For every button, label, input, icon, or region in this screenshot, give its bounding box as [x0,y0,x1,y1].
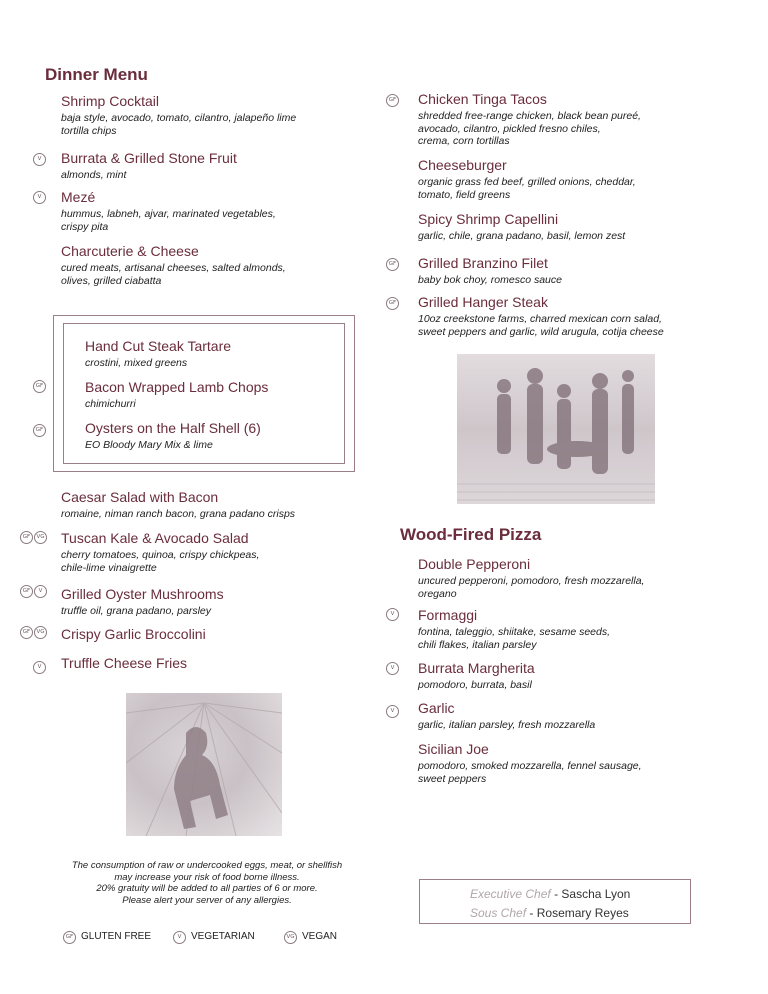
vegan-icon: VG [34,531,47,544]
item-desc: cured meats, artisanal cheeses, salted almonds, [61,262,286,274]
menu-item [418,700,595,732]
gluten-free-icon: GF [33,424,46,437]
vintage-engraving [457,354,655,504]
item-desc: pomodoro, smoked mozzarella, fennel sausage, [418,760,642,772]
item-desc: crostini, mixed greens [85,357,188,369]
item-desc: organic grass fed beef, grilled onions, cheddar, [418,176,636,188]
gluten-free-icon: GF [386,297,399,310]
menu-item [418,741,642,785]
menu-item [85,379,268,411]
footnote-line: 20% gratuity will be added to all parties of 6 or more. [96,883,318,894]
item-name: Caesar Salad with Bacon [61,489,219,505]
item-desc: 10oz creekstone farms, charred mexican corn salad, [418,313,662,325]
vegetarian-icon: V [386,608,399,621]
executive-chef-name: Sascha Lyon [561,887,631,901]
item-name: Bacon Wrapped Lamb Chops [85,379,269,395]
gluten-free-icon: GF [33,380,46,393]
executive-chef-role: Executive Chef [470,887,551,901]
vegetarian-icon: V [386,705,399,718]
item-desc: tomato, field greens [418,188,511,201]
item-desc: almonds, mint [61,169,127,181]
gluten-free-icon: GF [386,94,399,107]
chef-credits-box [419,879,691,924]
vegetarian-icon: V [33,153,46,166]
item-name: Tuscan Kale & Avocado Salad [61,530,249,546]
menu-item [61,655,187,672]
health-footnote [52,860,362,906]
item-desc: EO Bloody Mary Mix & lime [85,439,213,451]
item-desc: sweet peppers and garlic, wild arugula, cotija cheese [418,325,664,338]
vegetarian-icon: V [173,931,186,944]
menu-item [85,338,231,370]
menu-item [61,489,295,521]
item-desc: fontina, taleggio, shiitake, sesame seeds, [418,626,611,638]
menu-item [61,626,206,643]
item-desc: chile-lime vinaigrette [61,561,157,574]
vegan-icon: VG [284,931,297,944]
legend-vegetarian: VEGETARIAN [191,931,255,942]
item-desc: truffle oil, grana padano, parsley [61,605,212,617]
menu-item [418,255,562,287]
sous-chef-name: Rosemary Reyes [536,906,629,920]
item-name: Shrimp Cocktail [61,93,160,109]
item-name: Cheeseburger [418,157,507,173]
menu-item [61,150,237,182]
legend-gluten-free: GLUTEN FREE [81,931,152,942]
footnote-line: may increase your risk of food borne illness. [114,871,300,883]
item-name: Crispy Garlic Broccolini [61,626,206,642]
item-name: Spicy Shrimp Capellini [418,211,559,227]
item-desc: shredded free-range chicken, black bean pureé, [418,110,641,122]
item-name: Grilled Branzino Filet [418,255,548,271]
item-desc: garlic, chile, grana padano, basil, lemon zest [418,230,626,242]
sous-chef-line: Sous Chef - Rosemary Reyes [470,906,629,920]
item-name: Hand Cut Steak Tartare [85,338,232,354]
item-name: Charcuterie & Cheese [61,243,199,259]
menu-item [418,91,641,148]
vegetarian-icon: V [386,662,399,675]
item-desc: crema, corn tortillas [418,135,510,147]
item-desc: baja style, avocado, tomato, cilantro, jalapeño lime [61,112,297,124]
item-name: Double Pepperoni [418,556,531,572]
gluten-free-icon: GF [20,626,33,639]
footnote-line: The consumption of raw or undercooked eggs, meat, or shellfish [71,860,343,871]
item-desc: chimichurri [85,398,136,410]
item-desc: chili flakes, italian parsley [418,638,537,651]
item-name: Burrata Margherita [418,660,535,676]
menu-item [418,660,535,692]
vintage-photo-illustration [126,693,282,836]
menu-title: Dinner Menu [45,65,148,84]
pizza-section-title: Wood-Fired Pizza [400,525,542,544]
menu-item [418,294,664,338]
item-desc: oregano [418,587,457,600]
vegan-icon: VG [34,626,47,639]
item-desc: tortilla chips [61,124,117,137]
item-desc: avocado, cilantro, pickled fresno chiles, [418,122,601,135]
menu-item [418,556,644,600]
menu-item [61,530,259,574]
item-name: Grilled Oyster Mushrooms [61,586,224,602]
executive-chef-line: Executive Chef - Sascha Lyon [470,887,631,901]
gluten-free-icon: GF [386,258,399,271]
item-name: Oysters on the Half Shell (6) [85,420,261,436]
menu-item [418,157,636,201]
vegetarian-icon: V [33,661,46,674]
vintage-photo [126,693,282,836]
menu-item [61,243,286,287]
item-name: Mezé [61,189,96,205]
footnote-line: Please alert your server of any allergies. [122,894,292,906]
item-name: Garlic [418,700,455,716]
vegetarian-icon: V [34,585,47,598]
item-name: Burrata & Grilled Stone Fruit [61,150,237,166]
item-desc: uncured pepperoni, pomodoro, fresh mozzarella, [418,575,645,587]
item-desc: baby bok choy, romesco sauce [418,274,562,286]
item-desc: sweet peppers [418,772,487,785]
item-desc: cherry tomatoes, quinoa, crispy chickpeas, [61,549,260,561]
item-desc: pomodoro, burrata, basil [418,679,532,691]
item-desc: romaine, niman ranch bacon, grana padano crisps [61,508,296,520]
menu-item [418,211,625,243]
item-desc: crispy pita [61,220,109,233]
menu-item [61,586,224,618]
vegetarian-icon: V [33,191,46,204]
menu-item [61,189,276,233]
menu-item [85,420,261,452]
gluten-free-icon: GF [63,931,76,944]
vintage-engraving-illustration [457,354,655,504]
gluten-free-icon: GF [20,585,33,598]
item-desc: hummus, labneh, ajvar, marinated vegetables, [61,208,276,220]
item-name: Grilled Hanger Steak [418,294,548,310]
gluten-free-icon: GF [20,531,33,544]
sous-chef-role: Sous Chef [470,906,527,920]
item-desc: olives, grilled ciabatta [61,274,162,287]
menu-item [61,93,296,137]
legend-vegan: VEGAN [302,931,338,942]
item-desc: garlic, italian parsley, fresh mozzarella [418,719,596,731]
item-name: Truffle Cheese Fries [61,655,188,671]
item-name: Sicilian Joe [418,741,489,757]
item-name: Chicken Tinga Tacos [418,91,547,107]
item-name: Formaggi [418,607,478,623]
menu-item [418,607,610,651]
